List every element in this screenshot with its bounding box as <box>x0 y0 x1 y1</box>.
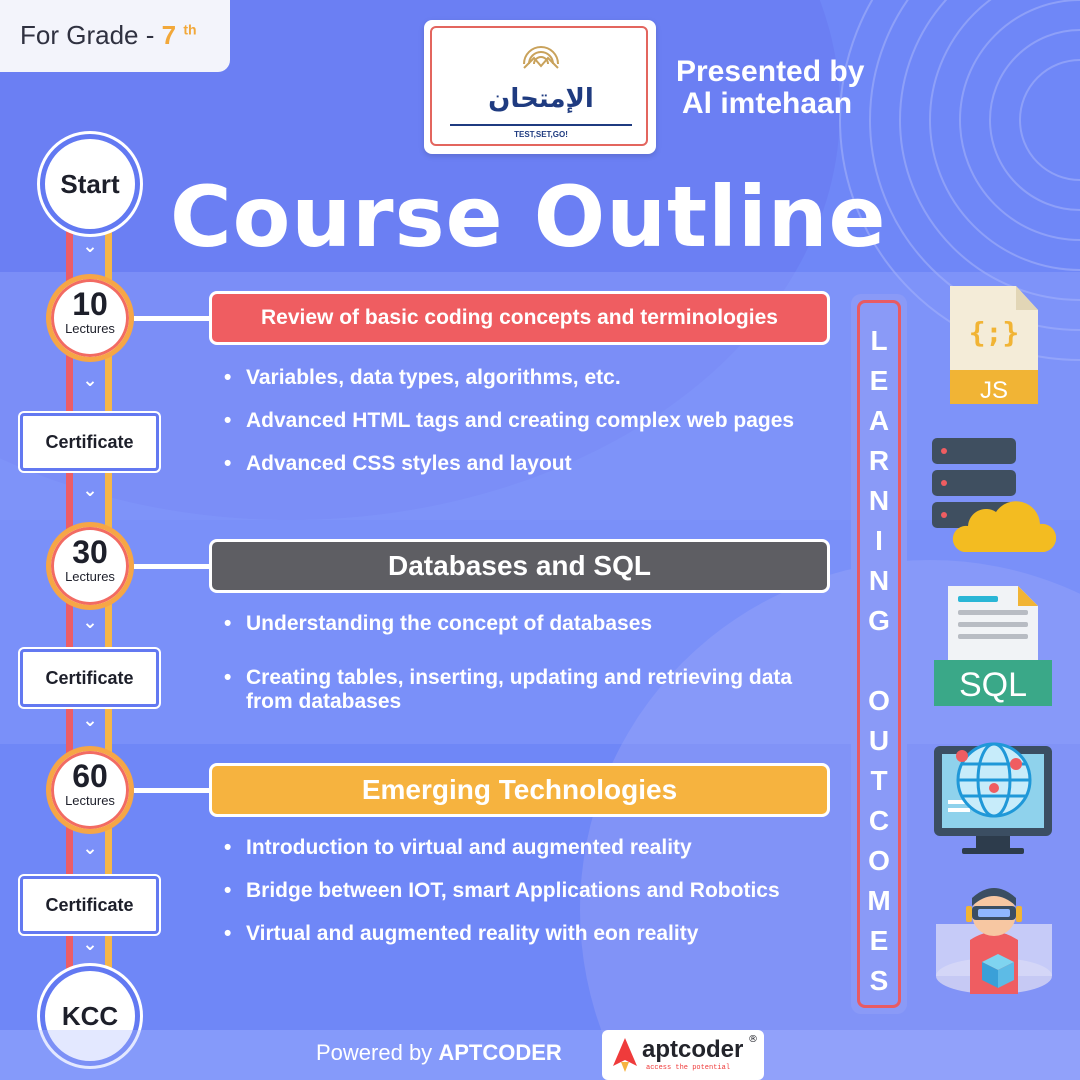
lecture-count: 60 <box>72 758 108 794</box>
chevron-down-icon: ⌄ <box>82 710 98 731</box>
outcomes-letter: O <box>868 845 890 876</box>
certificate-badge: Certificate <box>20 876 159 934</box>
learning-outcomes-panel <box>851 294 907 1014</box>
js-label: JS <box>979 377 1009 404</box>
connector-line <box>134 788 210 793</box>
javascript-file-icon <box>946 286 1042 408</box>
logo-emblem-icon <box>520 34 562 76</box>
sql-label: SQL <box>958 666 1028 704</box>
section-header: Databases and SQL <box>209 539 830 593</box>
outcomes-letter: O <box>868 685 890 716</box>
bullet-item: • Variables, data types, algorithms, etc. <box>224 366 814 390</box>
logo-arabic-text: الإمتحان <box>488 84 594 114</box>
aptcoder-logo <box>602 1030 764 1080</box>
presented-by-label: Presented by <box>676 55 865 88</box>
bullet-item: • Creating tables, inserting, updating and retrieving data from databases <box>224 666 814 714</box>
database-cloud-icon <box>930 434 1056 556</box>
outcomes-letter: N <box>868 565 890 596</box>
connector-line <box>134 564 210 569</box>
grade-label: For Grade - 7 $^{th}$ <box>20 20 197 50</box>
bullet-item: • Advanced HTML tags and creating complex web pages <box>224 409 814 433</box>
chevron-down-icon: ⌄ <box>82 934 98 955</box>
lecture-label: Lectures <box>65 569 115 584</box>
end-label: KCC <box>61 1001 119 1031</box>
outcomes-letter: E <box>869 925 889 956</box>
sql-file-icon <box>934 586 1054 708</box>
chevron-down-icon: ⌄ <box>82 236 98 257</box>
registered-mark: ® <box>748 1034 758 1045</box>
grade-tag <box>0 0 230 72</box>
bullet-item: • Advanced CSS styles and layout <box>224 452 814 476</box>
section-header: Emerging Technologies <box>209 763 830 817</box>
outcomes-letter: N <box>868 485 890 516</box>
certificate-badge: Certificate <box>20 413 159 471</box>
lecture-label: Lectures <box>65 321 115 336</box>
section-bullets <box>224 612 814 714</box>
outcomes-letter: R <box>868 445 890 476</box>
outcomes-letter: C <box>868 805 890 836</box>
chevron-down-icon: ⌄ <box>82 612 98 633</box>
bullet-item: • Virtual and augmented reality with eon reality <box>224 922 814 946</box>
aptcoder-wordmark: aptcoder <box>642 1036 744 1063</box>
outcomes-letter: I <box>875 525 883 556</box>
presenter-name: Al imtehaan <box>682 87 853 120</box>
outcomes-letter: U <box>868 725 890 756</box>
learning-outcomes-frame <box>857 300 901 1008</box>
outcomes-letter: S <box>869 965 889 996</box>
bullet-item: • Introduction to virtual and augmented reality <box>224 836 814 860</box>
certificate-badge: Certificate <box>20 649 159 707</box>
lecture-node <box>46 274 134 362</box>
outcomes-letter: L <box>870 325 888 356</box>
chevron-down-icon: ⌄ <box>82 370 98 391</box>
outcomes-letter: E <box>869 365 889 396</box>
lecture-node <box>46 522 134 610</box>
imtehaan-logo <box>424 20 656 154</box>
section-bullets <box>224 366 814 476</box>
globe-monitor-icon <box>932 736 1056 860</box>
section-header: Review of basic coding concepts and terminologies <box>209 291 830 345</box>
lecture-count: 10 <box>72 286 108 322</box>
timeline-start-node <box>40 134 140 234</box>
page-title: Course Outline <box>170 168 887 266</box>
start-label: Start <box>60 169 120 199</box>
lecture-node <box>46 746 134 834</box>
logo-frame <box>430 26 648 146</box>
outcomes-letter: T <box>870 765 888 796</box>
logo-tagline: TEST,SET,GO! <box>514 130 568 139</box>
connector-line <box>134 316 210 321</box>
chevron-down-icon: ⌄ <box>82 480 98 501</box>
js-glyph: {;} <box>968 316 1020 349</box>
powered-brand: APTCODER <box>438 1040 562 1065</box>
powered-by-text <box>316 1040 562 1066</box>
lecture-label: Lectures <box>65 793 115 808</box>
bullet-item: • Understanding the concept of databases <box>224 612 814 636</box>
chevron-down-icon: ⌄ <box>82 838 98 859</box>
lecture-count: 30 <box>72 534 108 570</box>
outcomes-letter: M <box>867 885 891 916</box>
outcomes-letter: G <box>868 605 890 636</box>
aptcoder-tagline: access the potential <box>646 1064 731 1072</box>
powered-prefix: Powered by <box>316 1040 433 1065</box>
section-bullets <box>224 836 814 946</box>
presenter-text <box>676 56 864 120</box>
rocket-icon <box>610 1036 640 1074</box>
bullet-item: • Bridge between IOT, smart Applications and Robotics <box>224 879 814 903</box>
vr-headset-icon <box>934 884 1054 1004</box>
outcomes-letter: A <box>868 405 890 436</box>
logo-divider <box>450 124 632 126</box>
